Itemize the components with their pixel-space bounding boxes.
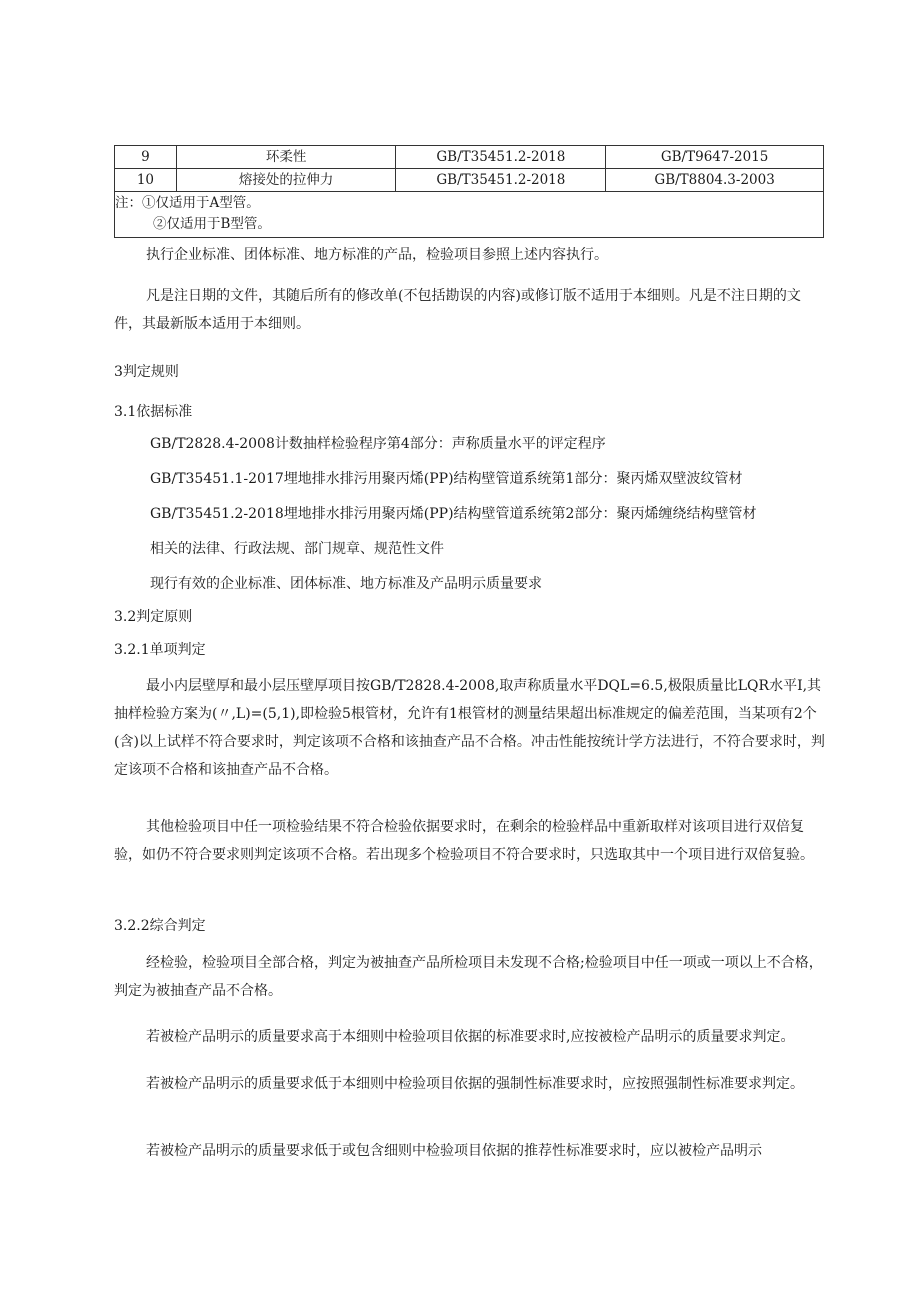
dated-docs-paragraph: 凡是注日期的文件，其随后所有的修改单(不包括勘误的内容)或修订版不适用于本细则。凡是不注日期的文件，其最新版本适用于本细则。 bbox=[114, 288, 801, 332]
section-3-2-1-title: 3.2.1单项判定 bbox=[114, 642, 206, 658]
section-3-title: 3判定规则 bbox=[114, 364, 179, 380]
standard-item: GB/T35451.2-2018埋地排水排污用聚丙烯(PP)结构壁管道系统第2部分：聚丙烯缠绕结构壁管材 bbox=[150, 506, 757, 522]
table-note bbox=[115, 192, 824, 238]
row-number: 10 bbox=[115, 169, 177, 192]
single-judgement-paragraph-1: 最小内层壁厚和最小层压壁厚项目按GB/T2828.4-2008,取声称质量水平DQL=6.5,极限质量比LQR水平I,其抽样检验方案为(〃,L)=(5,1),即检验5根管材，允许有1根管材的测量结果超出标准规定的偏差范围，当某项有2个(含)以上试样不符合要求时，判定该项不合格和该抽查产品不合格。冲击性能按统计学方法进行，不符合要求时，判定该项不合格和该抽查产品不合格。 bbox=[114, 678, 825, 778]
standard-item: 现行有效的企业标准、团体标准、地方标准及产品明示质量要求 bbox=[150, 576, 542, 592]
row-number: 9 bbox=[115, 146, 177, 169]
row-method: GB/T9647-2015 bbox=[606, 146, 824, 169]
inspection-items-table bbox=[114, 145, 824, 238]
standard-item: GB/T2828.4-2008计数抽样检验程序第4部分：声称质量水平的评定程序 bbox=[150, 436, 606, 452]
exec-standards-paragraph: 执行企业标准、团体标准、地方标准的产品，检验项目参照上述内容执行。 bbox=[146, 247, 608, 263]
overall-judgement-paragraph-2: 若被检产品明示的质量要求高于本细则中检验项目依据的标准要求时,应按被检产品明示的质量要求判定。 bbox=[146, 1029, 795, 1045]
single-judgement-paragraph-2: 其他检验项目中任一项检验结果不符合检验依据要求时，在剩余的检验样品中重新取样对该项目进行双倍复验，如仍不符合要求则判定该项不合格。若出现多个检验项目不符合要求时，只选取其中一个项目进行双倍复验。 bbox=[114, 819, 814, 863]
note-line-2: ②仅适用于B型管。 bbox=[153, 216, 271, 232]
standard-item: 相关的法律、行政法规、部门规章、规范性文件 bbox=[150, 541, 444, 557]
table-row bbox=[115, 169, 824, 192]
section-3-2-title: 3.2判定原则 bbox=[114, 609, 193, 625]
table-row bbox=[115, 146, 824, 169]
row-item: 熔接处的拉伸力 bbox=[176, 169, 396, 192]
overall-judgement-paragraph-1: 经检验，检验项目全部合格，判定为被抽查产品所检项目未发现不合格;检验项目中任一项或一项以上不合格，判定为被抽查产品不合格。 bbox=[114, 955, 823, 999]
row-method: GB/T8804.3-2003 bbox=[606, 169, 824, 192]
section-3-2-2-title: 3.2.2综合判定 bbox=[114, 918, 206, 934]
overall-judgement-paragraph-3: 若被检产品明示的质量要求低于本细则中检验项目依据的强制性标准要求时，应按照强制性标准要求判定。 bbox=[146, 1076, 804, 1092]
section-3-1-title: 3.1依据标准 bbox=[114, 404, 193, 420]
row-standard: GB/T35451.2-2018 bbox=[396, 169, 606, 192]
row-item: 环柔性 bbox=[176, 146, 396, 169]
row-standard: GB/T35451.2-2018 bbox=[396, 146, 606, 169]
note-line-1: 注：①仅适用于A型管。 bbox=[115, 195, 260, 211]
overall-judgement-paragraph-4: 若被检产品明示的质量要求低于或包含细则中检验项目依据的推荐性标准要求时，应以被检产品明示 bbox=[146, 1143, 762, 1159]
standard-item: GB/T35451.1-2017埋地排水排污用聚丙烯(PP)结构壁管道系统第1部分：聚丙烯双壁波纹管材 bbox=[150, 471, 743, 487]
table-note-row bbox=[115, 192, 824, 238]
